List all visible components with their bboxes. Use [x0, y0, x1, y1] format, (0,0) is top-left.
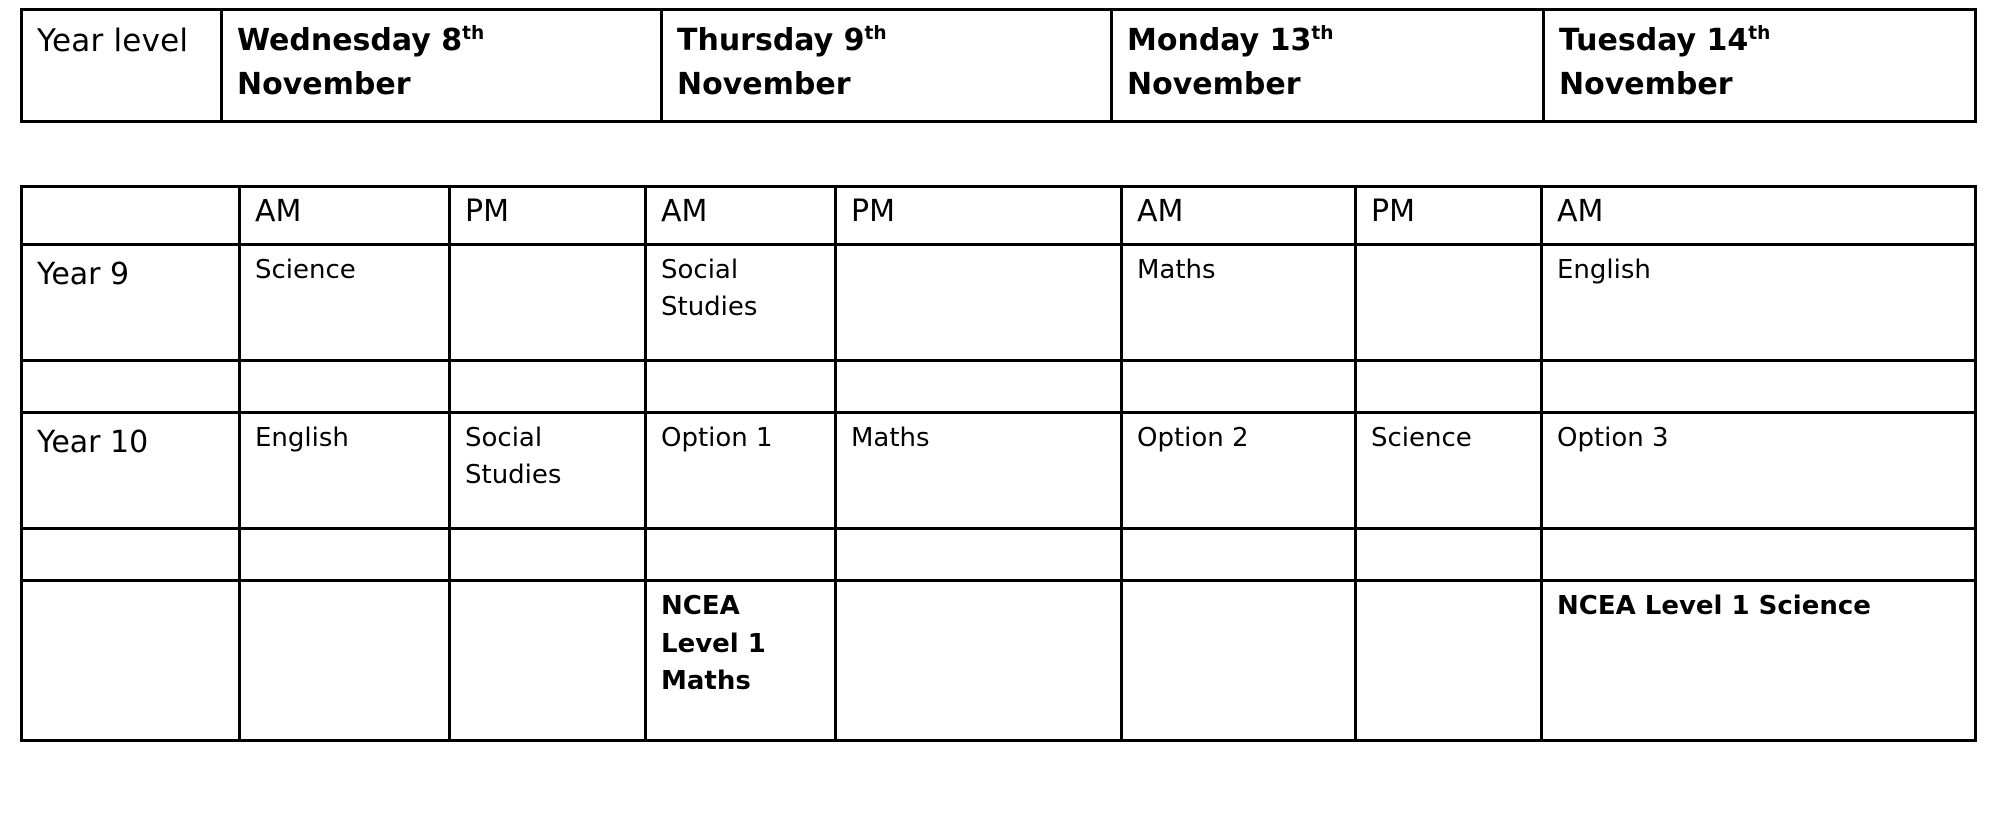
cell-ncea-wed-pm: [450, 581, 646, 741]
spacer-cell-2: [450, 361, 646, 413]
date-ordinal-1: th: [462, 23, 485, 44]
table-row: [22, 361, 1976, 413]
date-day-1: 8: [441, 23, 463, 58]
date-month-3: November: [1127, 66, 1301, 102]
date-month-4: November: [1559, 66, 1733, 102]
row-label-year-9: Year 9: [22, 245, 240, 361]
date-weekday-2: Thursday: [677, 23, 834, 58]
cell-ncea-mon-pm: [1356, 581, 1542, 741]
session-header-cell-3: AM: [646, 187, 836, 245]
ncea-row-label: [22, 581, 240, 741]
spacer-cell-4: [836, 361, 1122, 413]
date-header-cell-3: [1112, 10, 1544, 122]
cell-year10-wed-am: English: [240, 413, 450, 529]
row-label-year-10: Year 10: [22, 413, 240, 529]
table-row: [22, 581, 1976, 741]
cell-year10-tue-am: Option 3: [1542, 413, 1976, 529]
session-header-cell-1: AM: [240, 187, 450, 245]
table-row: [22, 529, 1976, 581]
session-header-cell-5: AM: [1122, 187, 1356, 245]
cell-year10-thu-pm: Maths: [836, 413, 1122, 529]
spacer-cell-3: [646, 361, 836, 413]
spacer-cell-6: [1356, 361, 1542, 413]
year-level-header-cell: [22, 10, 222, 122]
cell-year10-mon-am: Option 2: [1122, 413, 1356, 529]
cell-ncea-thu-am: NCEA Level 1 Maths: [646, 581, 836, 741]
date-weekday-1: Wednesday: [237, 23, 431, 58]
cell-year9-tue-am: English: [1542, 245, 1976, 361]
session-header-row: [22, 187, 1976, 245]
spacer-cell-1: [240, 361, 450, 413]
spacer2-cell-6: [1356, 529, 1542, 581]
spacer2-cell-0: [22, 529, 240, 581]
cell-year9-mon-pm: [1356, 245, 1542, 361]
timetable-grid: [20, 185, 1977, 742]
dates-header-table: [20, 8, 1977, 123]
date-ordinal-3: th: [1311, 23, 1334, 44]
year-level-label: Year level: [37, 23, 189, 59]
cell-year9-mon-am: Maths: [1122, 245, 1356, 361]
session-header-cell-2: PM: [450, 187, 646, 245]
cell-year10-thu-am: Option 1: [646, 413, 836, 529]
dates-header-row: [22, 10, 1976, 122]
spacer2-cell-4: [836, 529, 1122, 581]
date-day-3: 13: [1269, 23, 1312, 58]
cell-ncea-wed-am: [240, 581, 450, 741]
date-day-4: 14: [1706, 23, 1749, 58]
spacer-cell-0: [22, 361, 240, 413]
date-header-cell-2: [662, 10, 1112, 122]
spacer2-cell-1: [240, 529, 450, 581]
session-header-cell-6: PM: [1356, 187, 1542, 245]
date-month-2: November: [677, 66, 851, 102]
session-header-cell-0: [22, 187, 240, 245]
cell-year9-wed-pm: [450, 245, 646, 361]
cell-ncea-mon-am: [1122, 581, 1356, 741]
spacer2-cell-2: [450, 529, 646, 581]
table-row: [22, 413, 1976, 529]
date-weekday-3: Monday: [1127, 23, 1260, 58]
date-month-1: November: [237, 66, 411, 102]
date-header-cell-1: [222, 10, 662, 122]
date-day-2: 9: [843, 23, 865, 58]
cell-year9-thu-am: Social Studies: [646, 245, 836, 361]
spacer-cell-5: [1122, 361, 1356, 413]
spacer2-cell-5: [1122, 529, 1356, 581]
cell-ncea-thu-pm: [836, 581, 1122, 741]
spacer2-cell-7: [1542, 529, 1976, 581]
spacer-cell-7: [1542, 361, 1976, 413]
session-header-cell-7: AM: [1542, 187, 1976, 245]
date-header-cell-4: [1544, 10, 1976, 122]
cell-year10-mon-pm: Science: [1356, 413, 1542, 529]
table-row: [22, 245, 1976, 361]
session-header-cell-4: PM: [836, 187, 1122, 245]
section-gap: [20, 123, 1980, 185]
cell-year9-thu-pm: [836, 245, 1122, 361]
cell-year10-wed-pm: Social Studies: [450, 413, 646, 529]
spacer2-cell-3: [646, 529, 836, 581]
date-weekday-4: Tuesday: [1559, 23, 1697, 58]
date-ordinal-2: th: [864, 23, 887, 44]
cell-ncea-tue-am: NCEA Level 1 Science: [1542, 581, 1976, 741]
date-ordinal-4: th: [1748, 23, 1771, 44]
cell-year9-wed-am: Science: [240, 245, 450, 361]
